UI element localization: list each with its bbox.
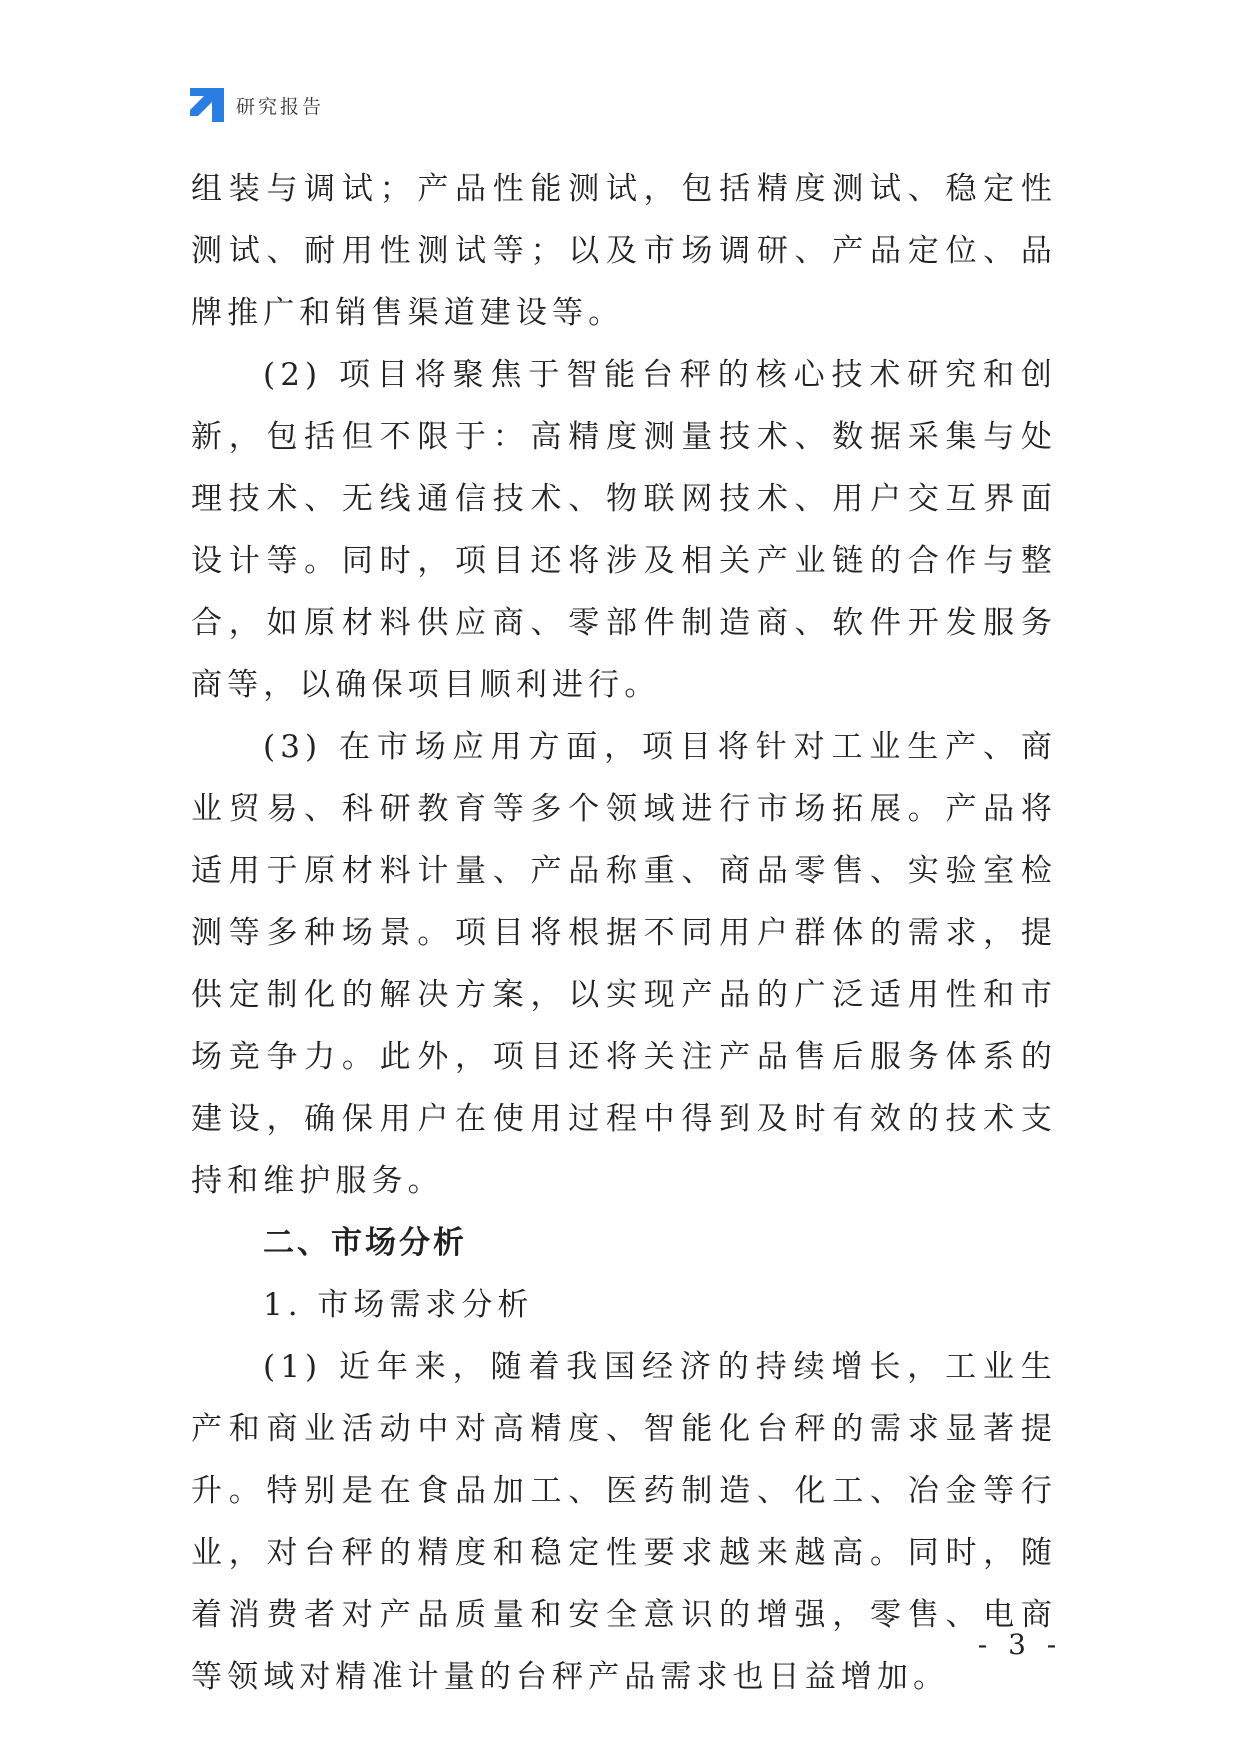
paragraph-3: (3) 在市场应用方面，项目将针对工业生产、商业贸易、科研教育等多个领域进行市场拓展。产品将适用于原材料计量、产品称重、商品零售、实验室检测等多种场景。项目将根据不同用户群体的需求，提供定制化的解决方案，以实现产品的广泛适用性和市场竞争力。此外，项目还将关注产品售后服务体系的建设，确保用户在使用过程中得到及时有效的技术支持和维护服务。 bbox=[191, 729, 1057, 1199]
paragraph-2: (2) 项目将聚焦于智能台秤的核心技术研究和创新，包括但不限于：高精度测量技术、数据采集与处理技术、无线通信技术、物联网技术、用户交互界面设计等。同时，项目还将涉及相关产业链的合作与整合，如原材料供应商、零部件制造商、软件开发服务商等，以确保项目顺利进行。 bbox=[191, 357, 1057, 703]
arrow-logo-icon bbox=[190, 88, 224, 122]
document-body bbox=[191, 158, 1057, 1708]
page-number: - 3 - bbox=[977, 1628, 1063, 1661]
header-title: 研究报告 bbox=[236, 95, 325, 118]
report-header bbox=[190, 88, 324, 122]
section-heading: 二、市场分析 bbox=[263, 1225, 467, 1261]
subsection-heading: 1. 市场需求分析 bbox=[263, 1287, 534, 1323]
paragraph-continuation: 组装与调试；产品性能测试，包括精度测试、稳定性测试、耐用性测试等；以及市场调研、产品定位、品牌推广和销售渠道建设等。 bbox=[191, 171, 1057, 331]
paragraph-4: (1) 近年来，随着我国经济的持续增长，工业生产和商业活动中对高精度、智能化台秤的需求显著提升。特别是在食品加工、医药制造、化工、冶金等行业，对台秤的精度和稳定性要求越来越高。同时，随着消费者对产品质量和安全意识的增强，零售、电商等领域对精准计量的台秤产品需求也日益增加。 bbox=[191, 1349, 1057, 1695]
